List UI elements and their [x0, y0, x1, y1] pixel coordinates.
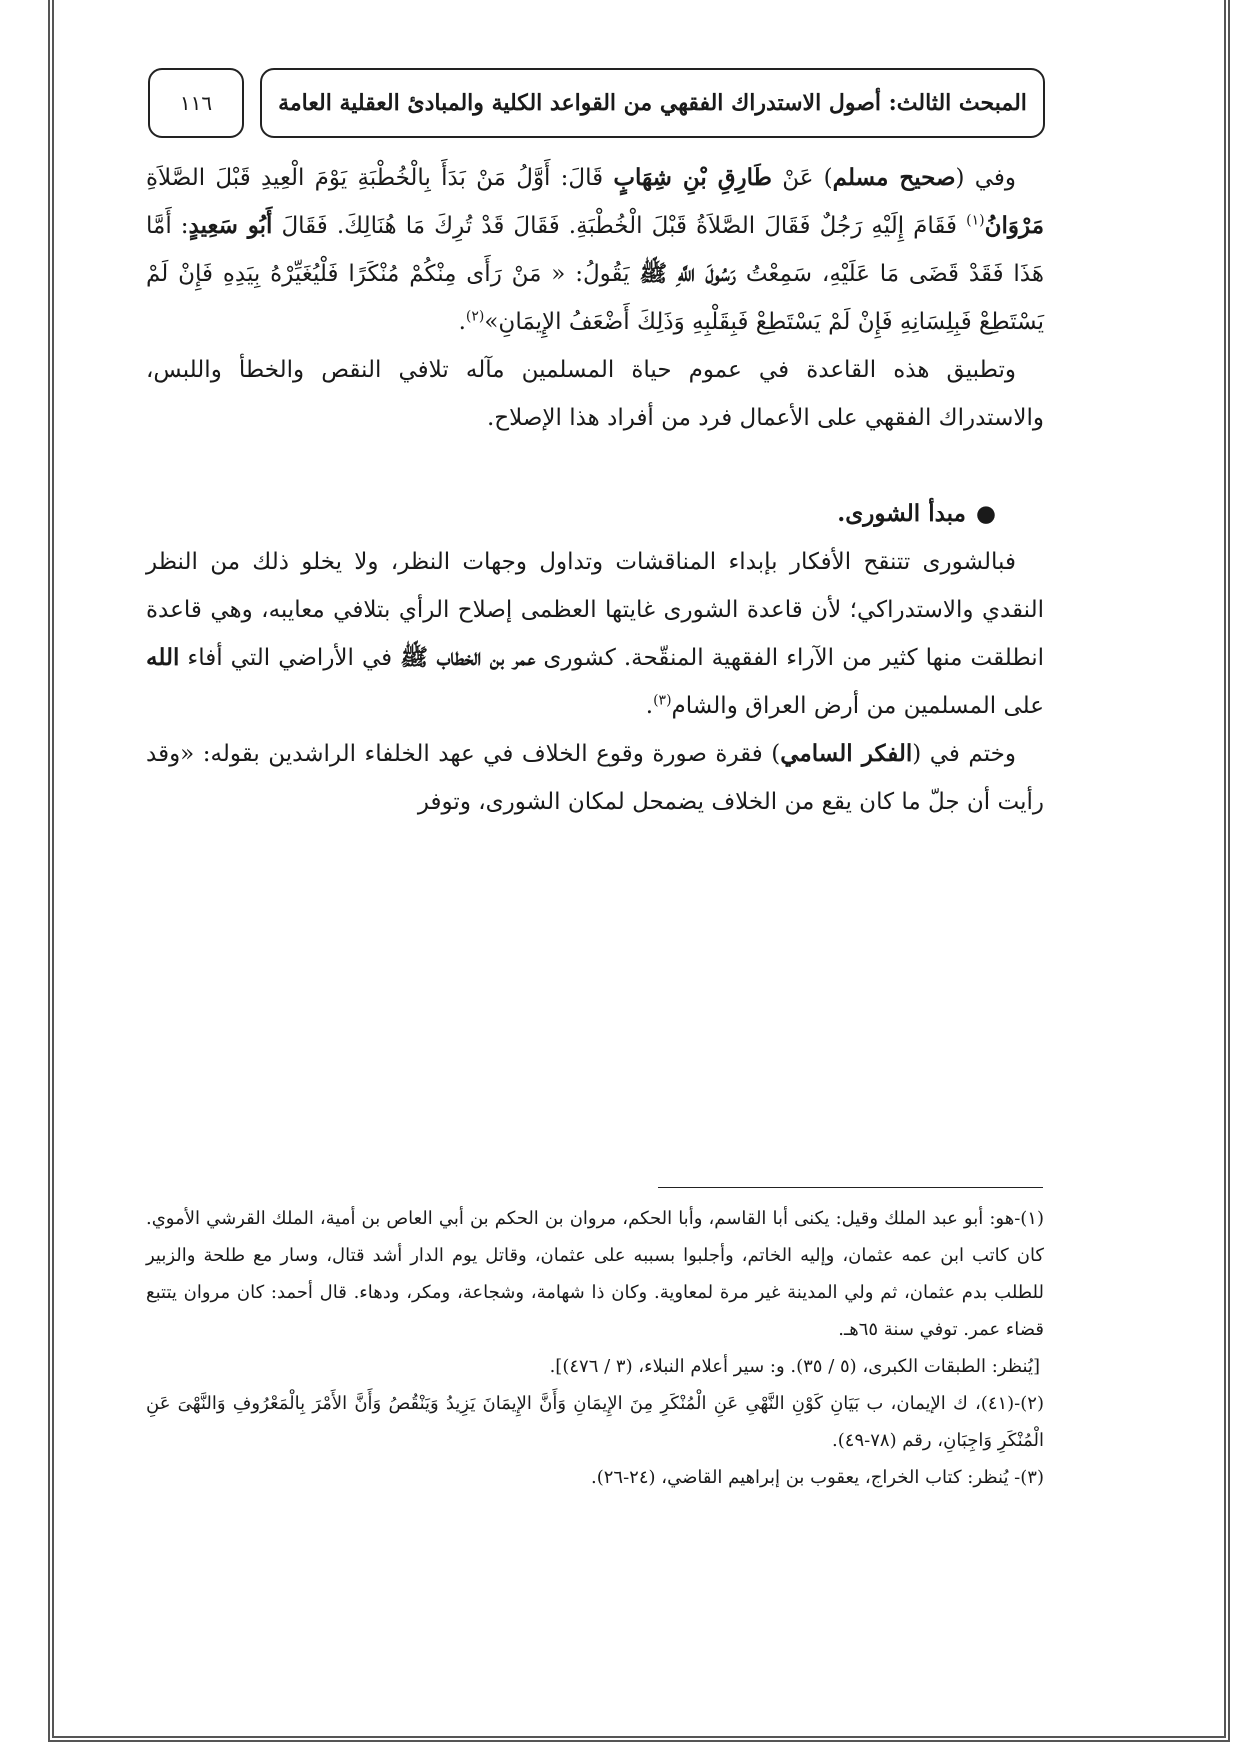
footnote-ref-2[interactable]: (٢)	[465, 308, 485, 325]
source-title: صحيح مسلم	[832, 164, 956, 191]
paragraph-shura: فبالشورى تتنقح الأفكار بإبداء المناقشات وتداول وجهات النظر، ولا يخلو ذلك من النظر النقدي والاستدراكي؛ لأن قاعدة الشورى غايتها العظمى إصلاح الرأي بتلافي معايبه، وهي قاعدة انطلقت منها كثير من الآراء الفقهية المنقّحة. كشورى عمر بن الخطاب ﷺ في الأراضي التي أفاء الله على المسلمين من أرض العراق والشام$^{(٣)}$.	[146, 549, 1044, 719]
person-name: مَرْوَانُ	[984, 212, 1045, 239]
bullet-icon: ●	[975, 501, 996, 527]
paragraph-fikr: وختم في (الفكر السامي) فقرة صورة وقوع الخلاف في عهد الخلفاء الراشدين بقوله: «وقد رأيت أن جلّ ما كان يقع من الخلاف يضمحل لمكان الشورى، وتوفر	[146, 740, 1044, 815]
page-number: ١١٦	[148, 68, 244, 138]
footnote-1: (١)-هو: أبو عبد الملك وقيل: يكنى أبا القاسم، وأبا الحكم، مروان بن الحكم بن أبي العاص بن أمية، الملك القرشي الأموي. كان كاتب ابن عمه عثمان، وإليه الخاتم، وأجلبوا بسببه على عثمان، وقاتل يوم الدار أشد قتال، وسار مع طلحة والزبير للطلب بدم عثمان، ثم ولي المدينة غير مرة لمعاوية. وكان ذا شهامة، وشجاعة، ومكر، ودهاء. قال أحمد: كان مروان يتتبع قضاء عمر. توفي سنة ٦٥هـ.	[146, 1208, 1044, 1340]
footnote-ref-3[interactable]: (٣)	[653, 692, 672, 709]
footnote-1-reference: [يُنظر: الطبقات الكبرى، (٥ / ٣٥). و: سير أعلام النبلاء، (٣ / ٤٧٦)].	[549, 1356, 1040, 1377]
footnote-ref-1[interactable]: (١)	[966, 212, 985, 229]
paragraph-application: وتطبيق هذه القاعدة في عموم حياة المسلمين مآله تلافي النقص والخطأ واللبس، والاستدراك الفقهي على الأعمال فرد من أفراد هذا الإصلاح.	[146, 357, 1044, 431]
bullet-heading-shura: ●مبدأ الشورى.	[837, 500, 996, 527]
running-header-title: المبحث الثالث: أصول الاستدراك الفقهي من القواعد الكلية والمبادئ العقلية العامة	[260, 68, 1045, 138]
paragraph-hadith: وفي (صحيح مسلم) عَنْ طَارِقِ بْنِ شِهَابٍ قَالَ: أَوَّلُ مَنْ بَدَأَ بِالْخُطْبَةِ يَوْمَ الْعِيدِ قَبْلَ الصَّلاَةِ مَرْوَانُ$^{(١)}$ فَقَامَ إِلَيْهِ رَجُلٌ فَقَالَ الصَّلاَةُ قَبْلَ الْخُطْبَةِ. فَقَالَ قَدْ تُرِكَ مَا هُنَالِكَ. فَقَالَ أَبُو سَعِيدٍ: أَمَّا هَذَا فَقَدْ قَضَى مَا عَلَيْهِ، سَمِعْتُ رَسُولَ اللَّهِ ﷺ يَقُولُ: « مَنْ رَأَى مِنْكُمْ مُنْكَرًا فَلْيُغَيِّرْهُ بِيَدِهِ فَإِنْ لَمْ يَسْتَطِعْ فَبِلِسَانِهِ فَإِنْ لَمْ يَسْتَطِعْ فَبِقَلْبِهِ وَذَلِكَ أَضْعَفُ الإِيمَانِ»$^{(٢)}$.	[146, 164, 1045, 335]
person-name-omar: عمر بن الخطاب ﷺ	[400, 644, 536, 671]
companion-name: أَبُو سَعِيدٍ	[188, 212, 273, 239]
narrator-name: طَارِقِ بْنِ شِهَابٍ	[613, 164, 772, 191]
footnote-3: (٣)- يُنظر: كتاب الخراج، يعقوب بن إبراهيم القاضي، (٢٤-٢٦).	[590, 1467, 1044, 1488]
book-title: الفكر السامي	[780, 740, 913, 767]
main-text	[146, 154, 1044, 826]
footnotes	[146, 1200, 1044, 1496]
prophet-name: رَسُولَ اللَّهِ ﷺ	[639, 260, 736, 287]
footnote-separator	[658, 1187, 1043, 1188]
divine-name: الله	[146, 644, 180, 671]
footnote-2: (٢)-(٤١)، ك الإيمان، ب بَيَانِ كَوْنِ النَّهْىِ عَنِ الْمُنْكَرِ مِنَ الإِيمَانِ وَأَنَّ الإِيمَانَ يَزِيدُ وَيَنْقُصُ وَأَنَّ الأَمْرَ بِالْمَعْرُوفِ وَالنَّهْىَ عَنِ الْمُنْكَرِ وَاجِبَانِ، رقم (٧٨-٤٩).	[146, 1393, 1044, 1451]
